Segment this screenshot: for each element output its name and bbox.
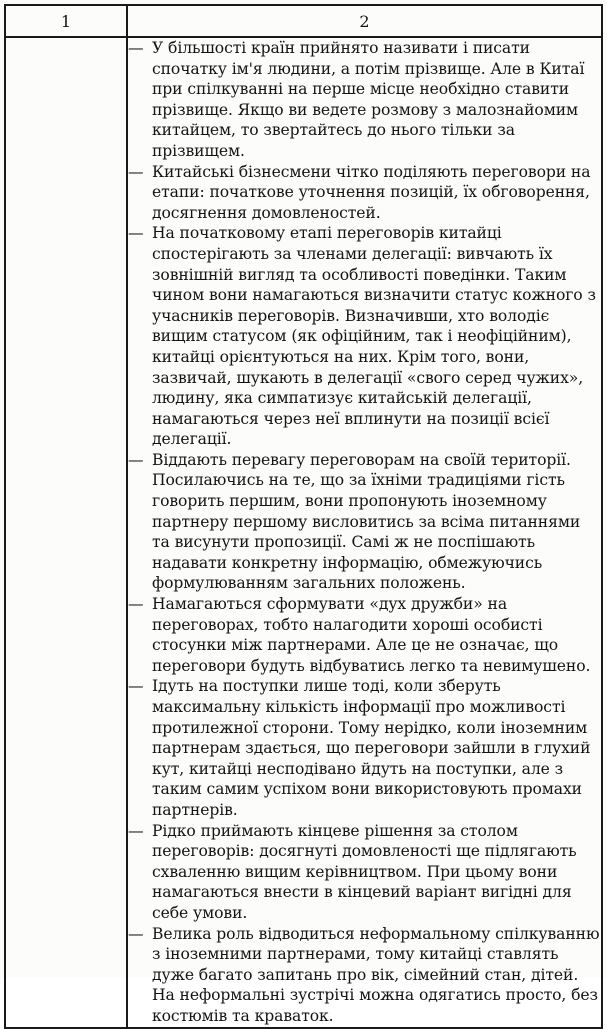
list-item	[128, 594, 601, 676]
column-header-1: 1	[5, 5, 127, 37]
list-item-text: Рідко приймають кінцеве рішення за столом переговорів: досягнуті домовленості ще підлягають схваленню вищим керівництвом. При цьому вони намагаються внести в кінцевий варіант вигідні для себе умови.	[152, 821, 577, 922]
dash-bullet: —	[128, 924, 144, 943]
dash-bullet: —	[128, 162, 144, 181]
list-item	[128, 38, 601, 162]
column-1-cell	[5, 37, 127, 1028]
dash-bullet: —	[128, 677, 144, 696]
dash-bullet: —	[128, 595, 144, 614]
list-item	[128, 223, 601, 450]
content-table	[4, 4, 603, 1029]
list-item-text: Велика роль відводиться неформальному спілкуванню з іноземними партнерами, тому китайці ставлять дуже багато запитань про вік, сімейний стан, дітей. На неформальні зустрічі можна одягатись просто, без костюмів та краваток.	[152, 924, 600, 1025]
body-row	[5, 37, 602, 1028]
list-item	[128, 676, 601, 820]
bullet-list	[128, 38, 601, 1027]
column-header-2: 2	[127, 5, 602, 37]
dash-bullet: —	[128, 39, 144, 57]
list-item	[128, 162, 601, 224]
list-item	[128, 924, 601, 1027]
list-item-text: Ідуть на поступки лише тоді, коли зберуть максимальну кількість інформації про можливості протилежної сторони. Тому нерідко, коли іноземним партнерам здається, що переговори зайшли в глухий кут, китайці несподівано йдуть на поступки, але з таким самим успіхом вони використовують промахи партнерів.	[152, 677, 591, 819]
dash-bullet: —	[128, 450, 144, 469]
column-2-cell	[127, 37, 602, 1028]
list-item-text: На початковому етапі переговорів китайці спостерігають за членами делегації: вивчають їх зовнішній вигляд та особливості поведінки. Таким чином вони намагаються визначити статус кожного з учасників переговорів. Визначивши, хто володіє вищим статусом (як офіційним, так і неофіційним), китайці орієнтуються на них. Крім того, вони, зазвичай, шукають в делегації «свого серед чужих», людину, яка симпатизує китайській делегації, намагаються через неї вплинути на позиції всієї делегації.	[152, 224, 596, 449]
list-item-text: Віддають перевагу переговорам на своїй території. Посилаючись на те, що за їхніми традиціями гість говорить першим, вони пропонують іноземному партнеру першому висловитись за всіма питаннями та висунути пропозиції. Самі ж не поспішають надавати конкретну інформацію, обмежуючись формулюванням загальних положень.	[152, 450, 581, 593]
dash-bullet: —	[128, 224, 144, 243]
dash-bullet: —	[128, 821, 144, 840]
list-item	[128, 821, 601, 924]
list-item-text: Китайські бізнесмени чітко поділяють переговори на етапи: початкове уточнення позицій, їх обговорення, досягнення домовленостей.	[152, 162, 591, 222]
header-row	[5, 5, 602, 37]
list-item	[128, 450, 601, 594]
list-item-text: Намагаються сформувати «дух дружби» на переговорах, тобто налагодити хороші особисті стосунки між партнерами. Але це не означає, що переговори будуть відбуватись легко та невимушено.	[152, 595, 591, 675]
list-item-text: У більшості країн прийнято називати і писати спочатку ім'я людини, а потім прізвище. Але в Китаї при спілкуванні на перше місце необхідно ставити прізвище. Якщо ви ведете розмову з малознайомим китайцем, то звертайтесь до нього тільки за прізвищем.	[152, 39, 585, 160]
